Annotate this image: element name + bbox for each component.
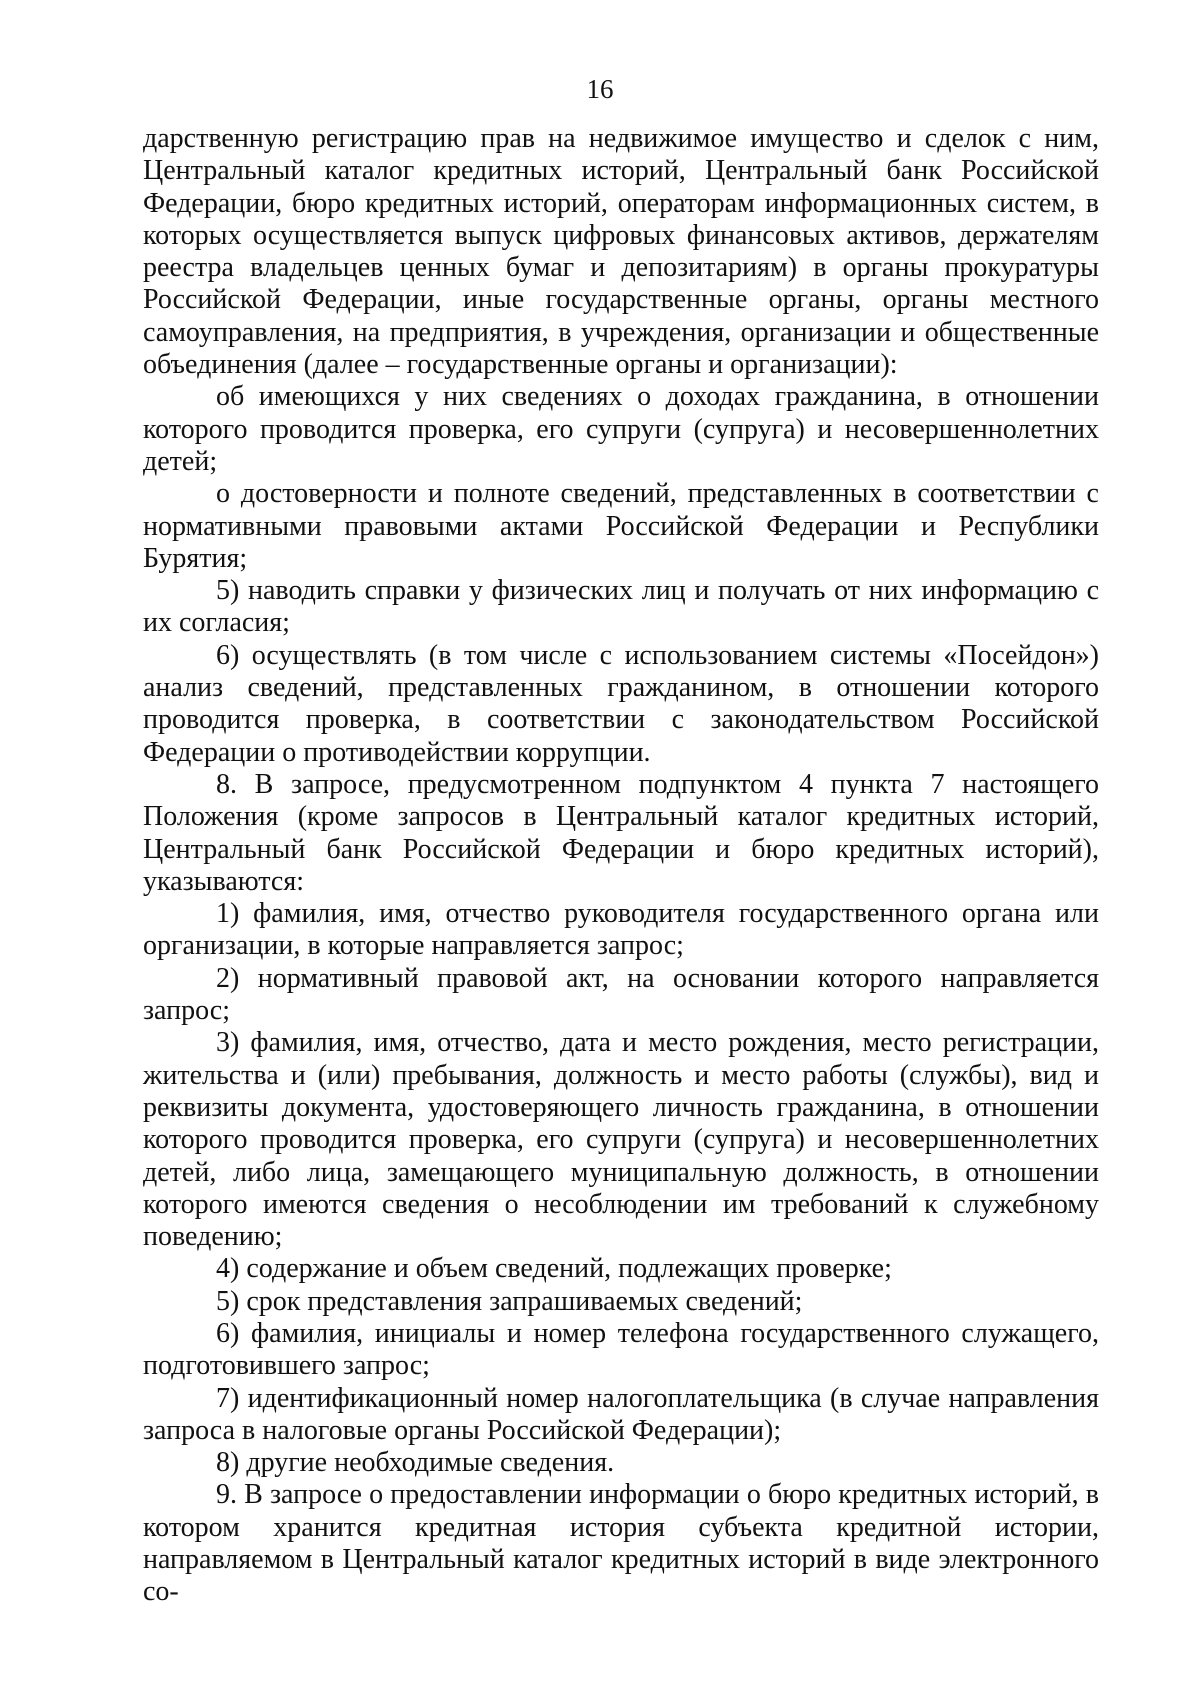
list-item-7-inn: 7) идентификационный номер налогоплательщика (в случае направления запроса в налоговые органы Российской Федерации); xyxy=(143,1382,1099,1446)
list-item-5-inquiries: 5) наводить справки у физических лиц и получать от них информацию с их согласия; xyxy=(143,575,1099,639)
list-item-5-deadline: 5) срок представления запрашиваемых сведений; xyxy=(216,1285,803,1317)
list-item-8-other: 8) другие необходимые сведения. xyxy=(216,1447,615,1479)
paragraph-intro-continuation: дарственную регистрацию прав на недвижимое имущество и сделок с ним, Центральный каталог кредитных историй, Центральный банк Российской Федерации, бюро кредитных историй, операторам информационных систем, в которых осуществляется выпуск цифровых финансовых активов, держателям реестра владельцев ценных бумаг и депозитариям) в органы прокуратуры Российской Федерации, иные государственные органы, органы местного самоуправления, на предприятия, в учреждения, организации и общественные объединения (далее – государственные органы и организации): xyxy=(143,123,1099,381)
paragraph-income-info: об имеющихся у них сведениях о доходах гражданина, в отношении которого проводится проверка, его супруги (супруга) и несовершеннолетних детей; xyxy=(143,381,1099,477)
list-item-6-contact: 6) фамилия, инициалы и номер телефона государственного служащего, подготовившего запрос; xyxy=(143,1317,1099,1382)
paragraph-reliability-info: о достоверности и полноте сведений, представленных в соответствии с нормативными правовыми актами Российской Федерации и Республики Бурятия; xyxy=(143,478,1099,574)
page-number: 16 xyxy=(586,74,614,104)
list-item-1-name: 1) фамилия, имя, отчество руководителя государственного органа или организации, в которые направляется запрос; xyxy=(143,898,1099,962)
clause-8: 8. В запросе, предусмотренном подпунктом 4 пункта 7 настоящего Положения (кроме запросов в Центральный каталог кредитных историй, Центральный банк Российской Федерации и бюро кредитных историй), указываются: xyxy=(143,768,1099,897)
clause-9: 9. В запросе о предоставлении информации о бюро кредитных историй, в котором хранится кредитная история субъекта кредитной истории, направляемом в Центральный каталог кредитных историй в виде электронного со- xyxy=(143,1479,1099,1608)
list-item-2-legal-act: 2) нормативный правовой акт, на основании которого направляется запрос; xyxy=(143,962,1099,1027)
list-item-4-content: 4) содержание и объем сведений, подлежащих проверке; xyxy=(216,1253,892,1285)
document-body xyxy=(143,123,1099,1609)
list-item-6-analysis: 6) осуществлять (в том числе с использованием системы «Посейдон») анализ сведений, представленных гражданином, в отношении которого проводится проверка, в соответствии с законодательством Российской Федерации о противодействии коррупции. xyxy=(143,639,1099,768)
list-item-3-personal-data: 3) фамилия, имя, отчество, дата и место рождения, место регистрации, жительства и (или) пребывания, должность и место работы (службы), вид и реквизиты документа, удостоверяющего личность гражданина, в отношении которого проводится проверка, его супруги (супруга) и несовершеннолетних детей, либо лица, замещающего муниципальную должность, в отношении которого имеются сведения о несоблюдении им требований к служебному поведению; xyxy=(143,1027,1099,1253)
